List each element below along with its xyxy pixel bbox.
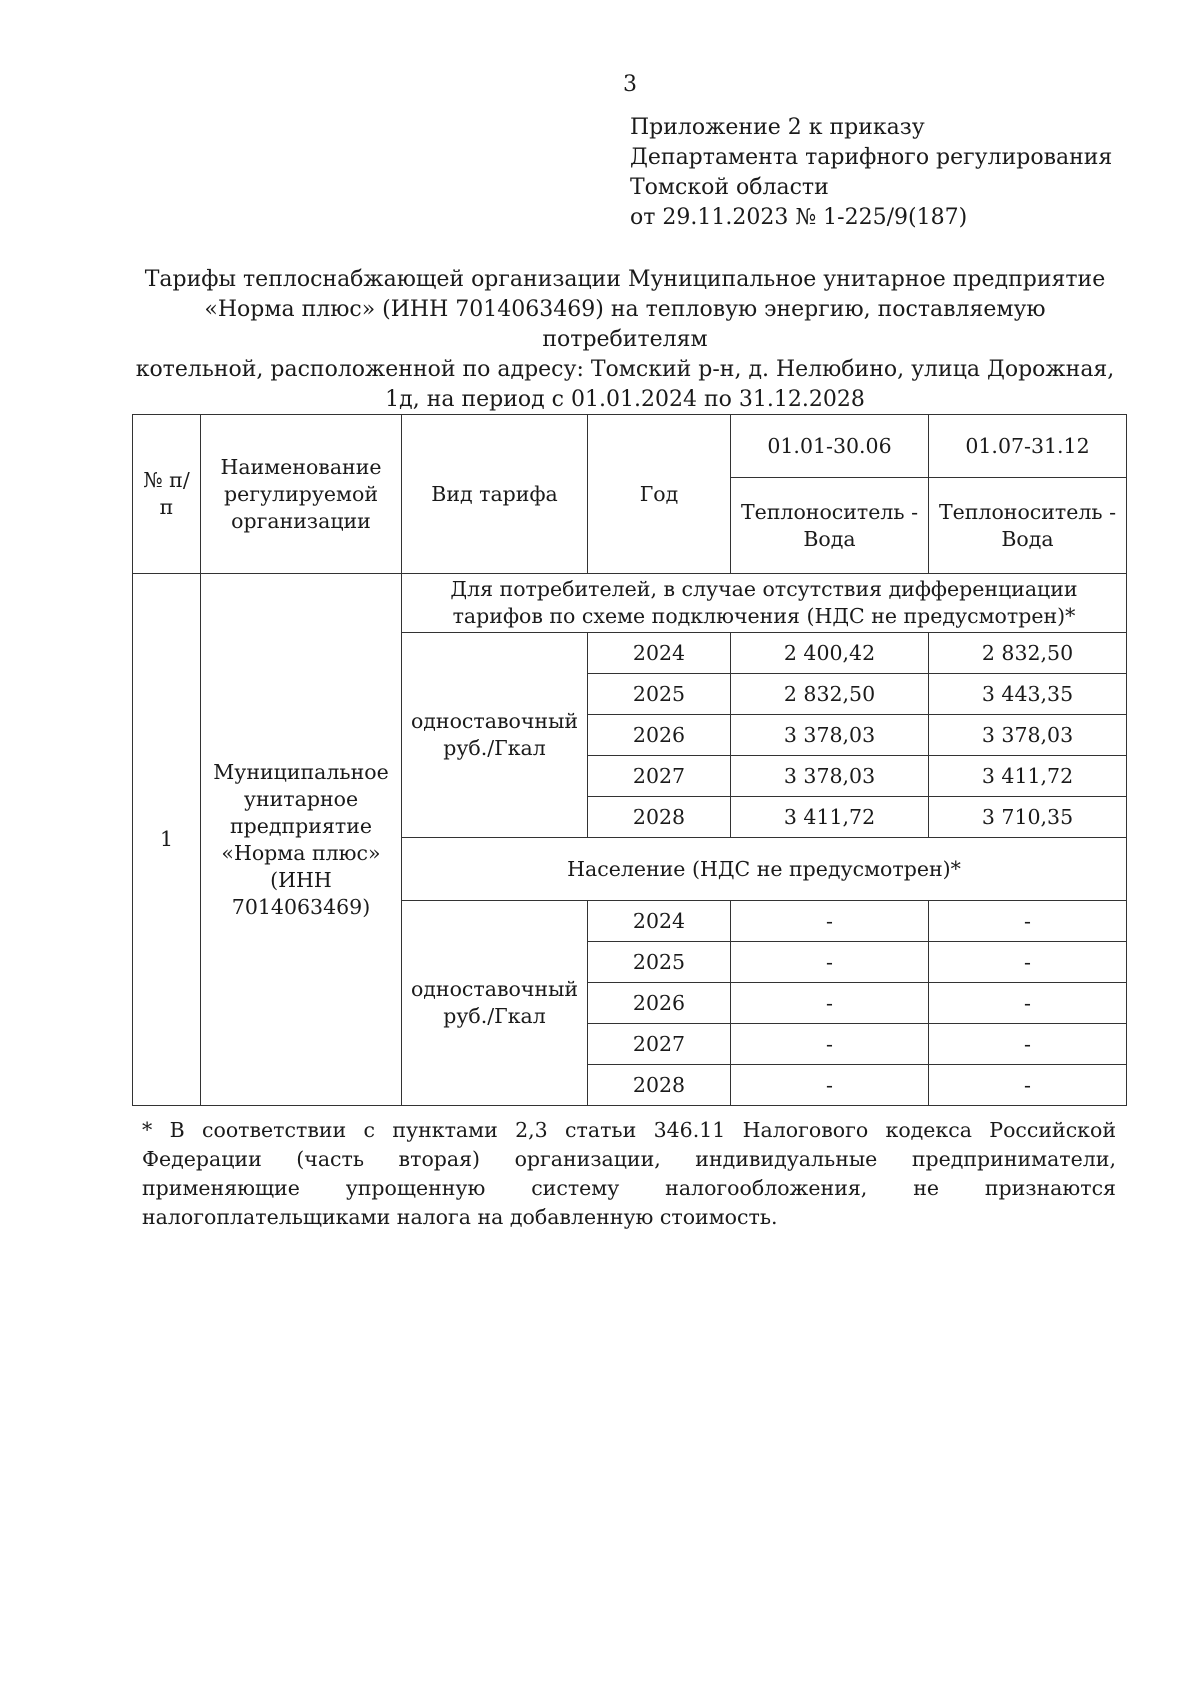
group-title: Население (НДС не предусмотрен)*: [402, 838, 1127, 901]
value-cell: 3 378,03: [929, 715, 1127, 756]
header-period-2: 01.07-31.12: [929, 415, 1127, 478]
row-number: 1: [133, 574, 201, 1106]
title-line: Тарифы теплоснабжающей организации Муниципальное унитарное предприятие: [144, 267, 1106, 292]
appendix-block: [630, 113, 1112, 233]
appendix-line: от 29.11.2023 № 1-225/9(187): [630, 205, 968, 230]
value-cell: 2 832,50: [731, 674, 929, 715]
year-cell: 2027: [588, 756, 731, 797]
tariff-table: [132, 414, 1127, 1106]
title-line: «Норма плюс» (ИНН 7014063469) на тепловую энергию, поставляемую потребителям: [204, 297, 1046, 352]
appendix-line: Томской области: [630, 175, 829, 200]
year-cell: 2026: [588, 983, 731, 1024]
value-cell: 3 411,72: [731, 797, 929, 838]
value-cell: 3 378,03: [731, 715, 929, 756]
title-line: 1д, на период с 01.01.2024 по 31.12.2028: [385, 387, 865, 412]
header-medium-1: Теплоноситель - Вода: [731, 478, 929, 574]
value-cell: -: [929, 942, 1127, 983]
org-name: Муниципальное унитарное предприятие «Норма плюс» (ИНН 7014063469): [201, 574, 402, 1106]
header-year: Год: [588, 415, 731, 574]
document-title: [130, 265, 1120, 415]
year-cell: 2026: [588, 715, 731, 756]
value-cell: 3 710,35: [929, 797, 1127, 838]
value-cell: -: [731, 1065, 929, 1106]
value-cell: -: [929, 983, 1127, 1024]
value-cell: 2 400,42: [731, 633, 929, 674]
title-line: котельной, расположенной по адресу: Томский р-н, д. Нелюбино, улица Дорожная,: [135, 357, 1115, 382]
year-cell: 2025: [588, 674, 731, 715]
value-cell: -: [929, 1065, 1127, 1106]
value-cell: -: [731, 1024, 929, 1065]
year-cell: 2025: [588, 942, 731, 983]
footnote: * В соответствии с пунктами 2,3 статьи 346.11 Налогового кодекса Российской Федерации (часть вторая) организации, индивидуальные предприниматели, применяющие упрощенную систему налогообложения, не признаются налогоплательщиками налога на добавленную стоимость.: [142, 1118, 1116, 1229]
value-cell: 3 443,35: [929, 674, 1127, 715]
year-cell: 2027: [588, 1024, 731, 1065]
header-org: Наименование регулируемой организации: [201, 415, 402, 574]
year-cell: 2024: [588, 901, 731, 942]
value-cell: -: [929, 901, 1127, 942]
page-number: 3: [623, 72, 637, 97]
header-period-1: 01.01-30.06: [731, 415, 929, 478]
tariff-type: одноставочный руб./Гкал: [402, 901, 588, 1106]
header-tariff-type: Вид тарифа: [402, 415, 588, 574]
tariff-type: одноставочный руб./Гкал: [402, 633, 588, 838]
year-cell: 2028: [588, 1065, 731, 1106]
value-cell: -: [929, 1024, 1127, 1065]
value-cell: 3 411,72: [929, 756, 1127, 797]
value-cell: 3 378,03: [731, 756, 929, 797]
header-num: № п/п: [133, 415, 201, 574]
value-cell: 2 832,50: [929, 633, 1127, 674]
appendix-line: Приложение 2 к приказу: [630, 115, 925, 140]
value-cell: -: [731, 942, 929, 983]
group-title: Для потребителей, в случае отсутствия дифференциации тарифов по схеме подключения (НДС не предусмотрен)*: [402, 574, 1127, 633]
year-cell: 2024: [588, 633, 731, 674]
appendix-line: Департамента тарифного регулирования: [630, 145, 1113, 170]
value-cell: -: [731, 901, 929, 942]
year-cell: 2028: [588, 797, 731, 838]
header-medium-2: Теплоноситель - Вода: [929, 478, 1127, 574]
value-cell: -: [731, 983, 929, 1024]
